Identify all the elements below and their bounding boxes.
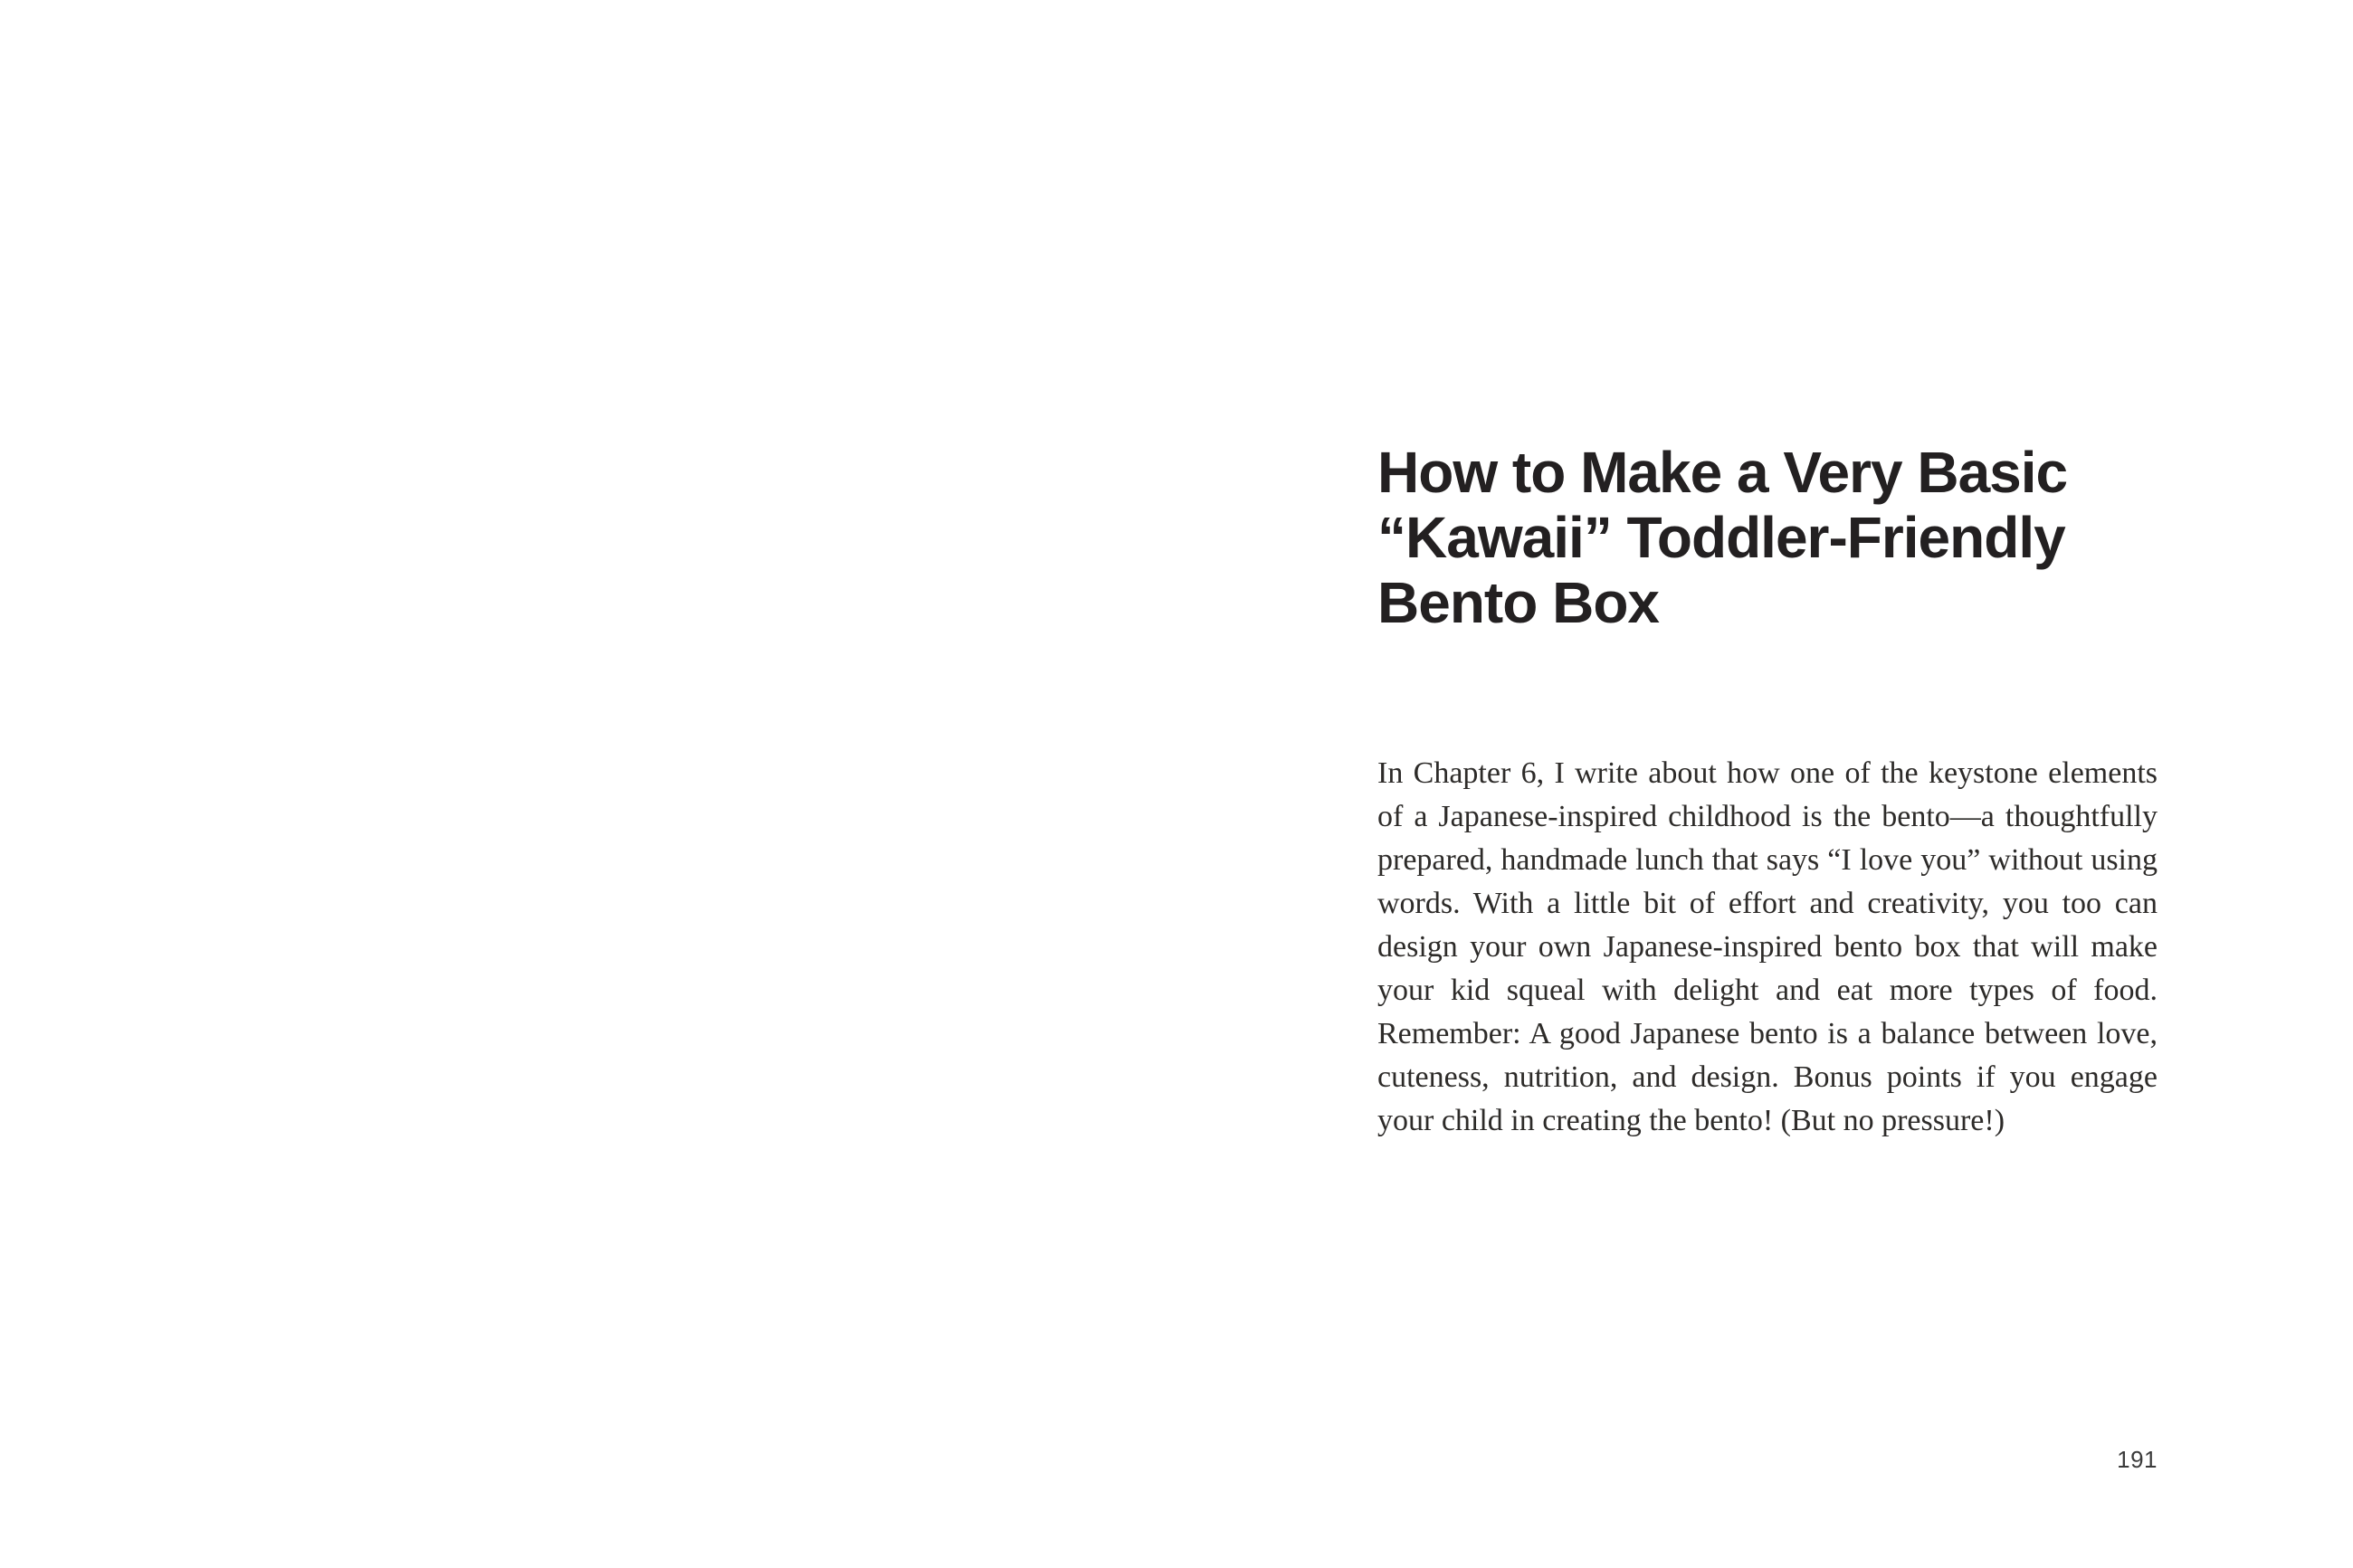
body-paragraph: In Chapter 6, I write about how one of the keystone elements of a Japanese-inspired childhood is the bento—a thoughtfully prepared, handmade lunch that says “I love you” without using words. With a little bit of effort and creativity, you too can design your own Japanese-inspired bento box that will make your kid squeal with delight and eat more types of food. Remember: A good Japanese bento is a balance between love, cuteness, nutrition, and design. Bonus points if you engage your child in creating the bento! (But no pressure!) bbox=[1377, 756, 2158, 1137]
chapter-title-line-1: How to Make a Very Basic bbox=[1377, 440, 2068, 505]
page-number: 191 bbox=[2117, 1446, 2158, 1473]
right-page bbox=[1176, 0, 2353, 1568]
left-page-blank bbox=[0, 0, 1176, 1568]
chapter-title bbox=[1377, 440, 2228, 635]
chapter-title-line-3: Bento Box bbox=[1377, 570, 1659, 635]
chapter-title-line-2: “Kawaii” Toddler-Friendly bbox=[1377, 505, 2065, 570]
